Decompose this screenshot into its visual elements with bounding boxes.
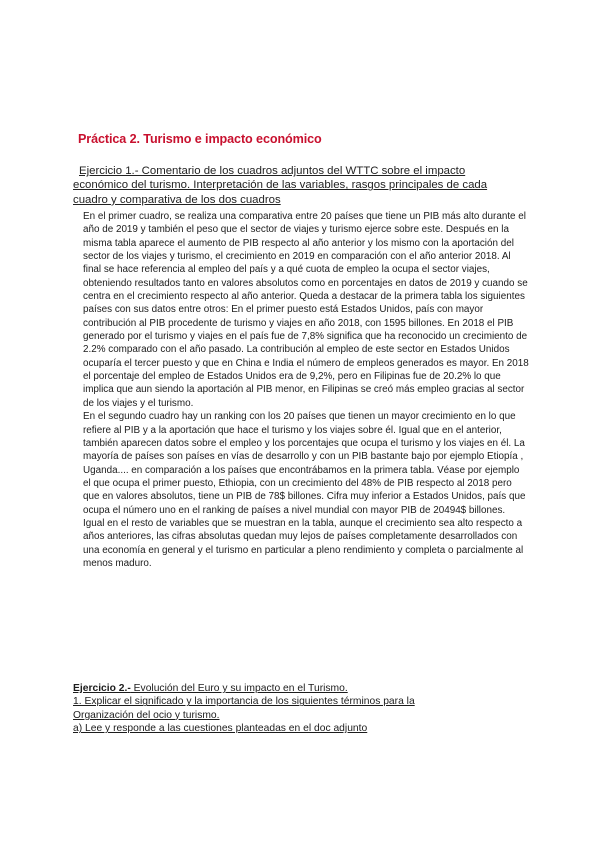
exercise2-title: Evolución del Euro y su impacto en el Turismo. <box>130 683 348 694</box>
exercise2-label: Ejercicio 2.- <box>73 683 131 694</box>
exercise2-instruction-line2: Organización del ocio y turismo. <box>73 709 220 721</box>
exercise2-section <box>73 682 533 736</box>
exercise2-heading <box>73 682 533 695</box>
paragraph-second-table: En el segundo cuadro hay un ranking con los 20 países que tienen un mayor crecimiento en lo que refiere al PIB y a la aportación que hace el turismo y los viajes sobre él. Igual que en el anterior, también aparecen datos sobre el empleo y los porcentajes que ocupa el turismo y los viajes en él. La mayoría de países son países en vías de desarrollo y con un PIB bastante bajo por ejemplo Etiopía , Uganda.... en comparación a los países que encontrábamos en la primera tabla. Véase por ejemplo el que ocupa el primer puesto, Ethiopia, con un crecimiento del 48% de PIB respecto al 2018 pero que en valores absolutos, tiene un PIB de 78$ billones. Cifra muy inferior a Estados Unidos, país que ocupa el número uno en el ranking de países a nivel mundial con mayor PIB de 20494$ billones. Igual en el resto de variables que se muestran en la tabla, aunque el crecimiento sea alto respecto a años anteriores, las cifras absolutas quedan muy lejos de países completamente desarrollados con una economía en general y el turismo en particular a pleno rendimiento y completa o parcialmente al menos maduro. <box>83 411 526 569</box>
exercise1-heading-text: Ejercicio 1.- Comentario de los cuadros adjuntos del WTTC sobre el impacto económico del turismo. Interpretación de las variables, rasgos principales de cada cuadro y comparativa de los dos cuadros <box>73 165 488 206</box>
paragraph-first-table: En el primer cuadro, se realiza una comparativa entre 20 países que tiene un PIB más alto durante el año de 2019 y también el peso que el sector de viajes y turismo ejerce sobre este. Después en la misma tabla aparece el aumento de PIB respecto al año anterior y los mismo con la aportación del sector de los viajes y turismo, el crecimiento en 2019 en comparación con el año anterior 2018. Al final se hace referencia al empleo del país y a qué cuota de empleo la ocupa el sector viajes, obteniendo resultados tanto en valores absolutos como en porcentajes en datos de 2019 y cuando se centra en el crecimiento respecto al año anterior. Queda a destacar de la primera tabla los siguientes países con sus datos entre otros: En el primer puesto está Estados Unidos, país con mayor contribución al PIB procedente de turismo y viajes en año 2018, con 1595 billones. En 2018 el PIB generado por el turismo y viajes en el país fue de 7,8% significa que ha reconocido un crecimiento de 2.2% comparado con el año pasado. La contribución al empleo de este sector en Estados Unidos ocuparía el tercer puesto y que en China e India el número de empleos generados es mayor. En 2018 el porcentaje del empleo de Estados Unidos era de 9,2%, pero en Filipinas fue de 20.2% lo que implica que aun siendo la aportación al PIB menor, en Filipinas se creó más empleo gracias al sector de los viajes y el turismo. <box>83 211 529 409</box>
exercise1-body <box>73 210 529 570</box>
exercise2-instruction-line1: 1. Explicar el significado y la importancia de los siguientes términos para la <box>73 696 415 708</box>
exercise1-heading <box>73 164 523 207</box>
document-title: Práctica 2. Turismo e impacto económico <box>78 132 322 146</box>
exercise2-question-a: a) Lee y responde a las cuestiones planteadas en el doc adjunto <box>73 723 368 735</box>
